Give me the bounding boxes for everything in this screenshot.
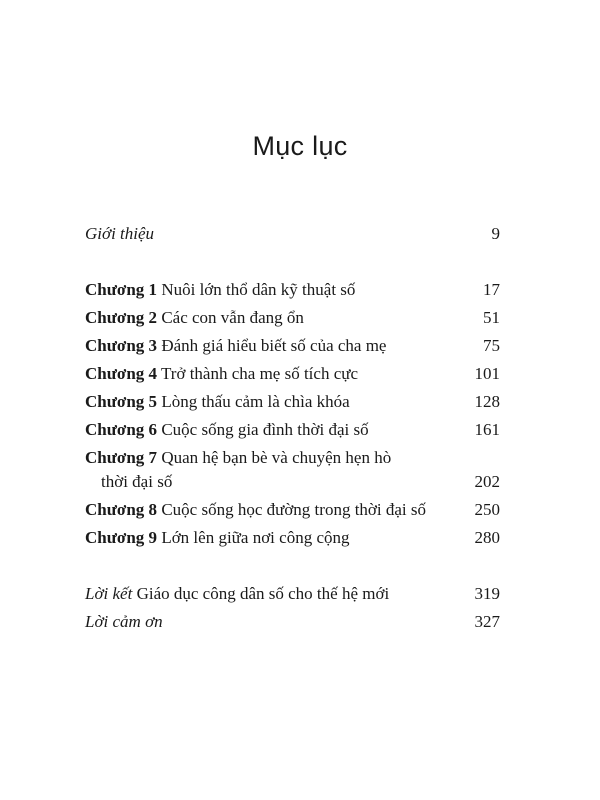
chapter-prefix: Chương 9 [85,528,158,547]
chapter-title: Cuộc sống học đường trong thời đại số [161,500,427,519]
toc-epilogue[interactable] [85,582,500,606]
chapter-title: Đánh giá hiểu biết số của cha mẹ [161,336,387,355]
chapter-prefix: Chương 5 [85,392,158,411]
chapter-page: 75 [483,336,500,355]
chapter-title: Quan hệ bạn bè và chuyện hẹn hò [161,448,392,467]
chapter-page: 128 [474,392,500,411]
chapter-page: 101 [474,364,500,383]
toc-intro-page: 9 [491,224,500,243]
chapter-prefix: Chương 1 [85,280,158,299]
toc-chapter-4[interactable] [85,362,500,386]
page-title: Mục lục [252,131,348,162]
toc-chapter-7[interactable] [85,446,500,494]
chapter-title: Trở thành cha mẹ số tích cực [161,364,358,383]
chapter-page: 250 [474,500,500,519]
chapter-prefix: Chương 4 [85,364,158,383]
toc-acknowledgements[interactable] [85,610,500,634]
toc-intro[interactable] [85,222,500,246]
chapter-page: 51 [483,308,500,327]
chapter-title-continued: thời đại số [101,472,173,491]
chapter-prefix: Chương 7 [85,448,158,467]
epilogue-page: 319 [474,584,500,603]
epilogue-title: Giáo dục công dân số cho thế hệ mới [136,584,390,603]
chapter-prefix: Chương 3 [85,336,158,355]
toc-intro-label: Giới thiệu [85,224,155,243]
chapter-prefix: Chương 8 [85,500,158,519]
chapter-page: 280 [474,528,500,547]
toc-chapter-3[interactable] [85,334,500,358]
toc-chapter-9[interactable] [85,526,500,550]
chapter-page: 17 [483,280,500,299]
toc-chapter-8[interactable] [85,498,500,522]
chapter-title: Nuôi lớn thổ dân kỹ thuật số [161,280,356,299]
chapter-prefix: Chương 2 [85,308,158,327]
toc-chapter-5[interactable] [85,390,500,414]
toc-chapter-1[interactable] [85,278,500,302]
toc-chapter-6[interactable] [85,418,500,442]
chapter-page: 161 [474,420,500,439]
chapter-title: Lớn lên giữa nơi công cộng [161,528,350,547]
acknowledgements-label: Lời cảm ơn [85,612,163,631]
chapter-title: Lòng thấu cảm là chìa khóa [161,392,350,411]
toc-chapter-2[interactable] [85,306,500,330]
chapter-prefix: Chương 6 [85,420,158,439]
acknowledgements-page: 327 [474,612,500,631]
chapter-title: Các con vẫn đang ổn [161,308,304,327]
chapter-title: Cuộc sống gia đình thời đại số [161,420,369,439]
chapter-page: 202 [474,472,500,491]
epilogue-prefix: Lời kết [85,584,133,603]
